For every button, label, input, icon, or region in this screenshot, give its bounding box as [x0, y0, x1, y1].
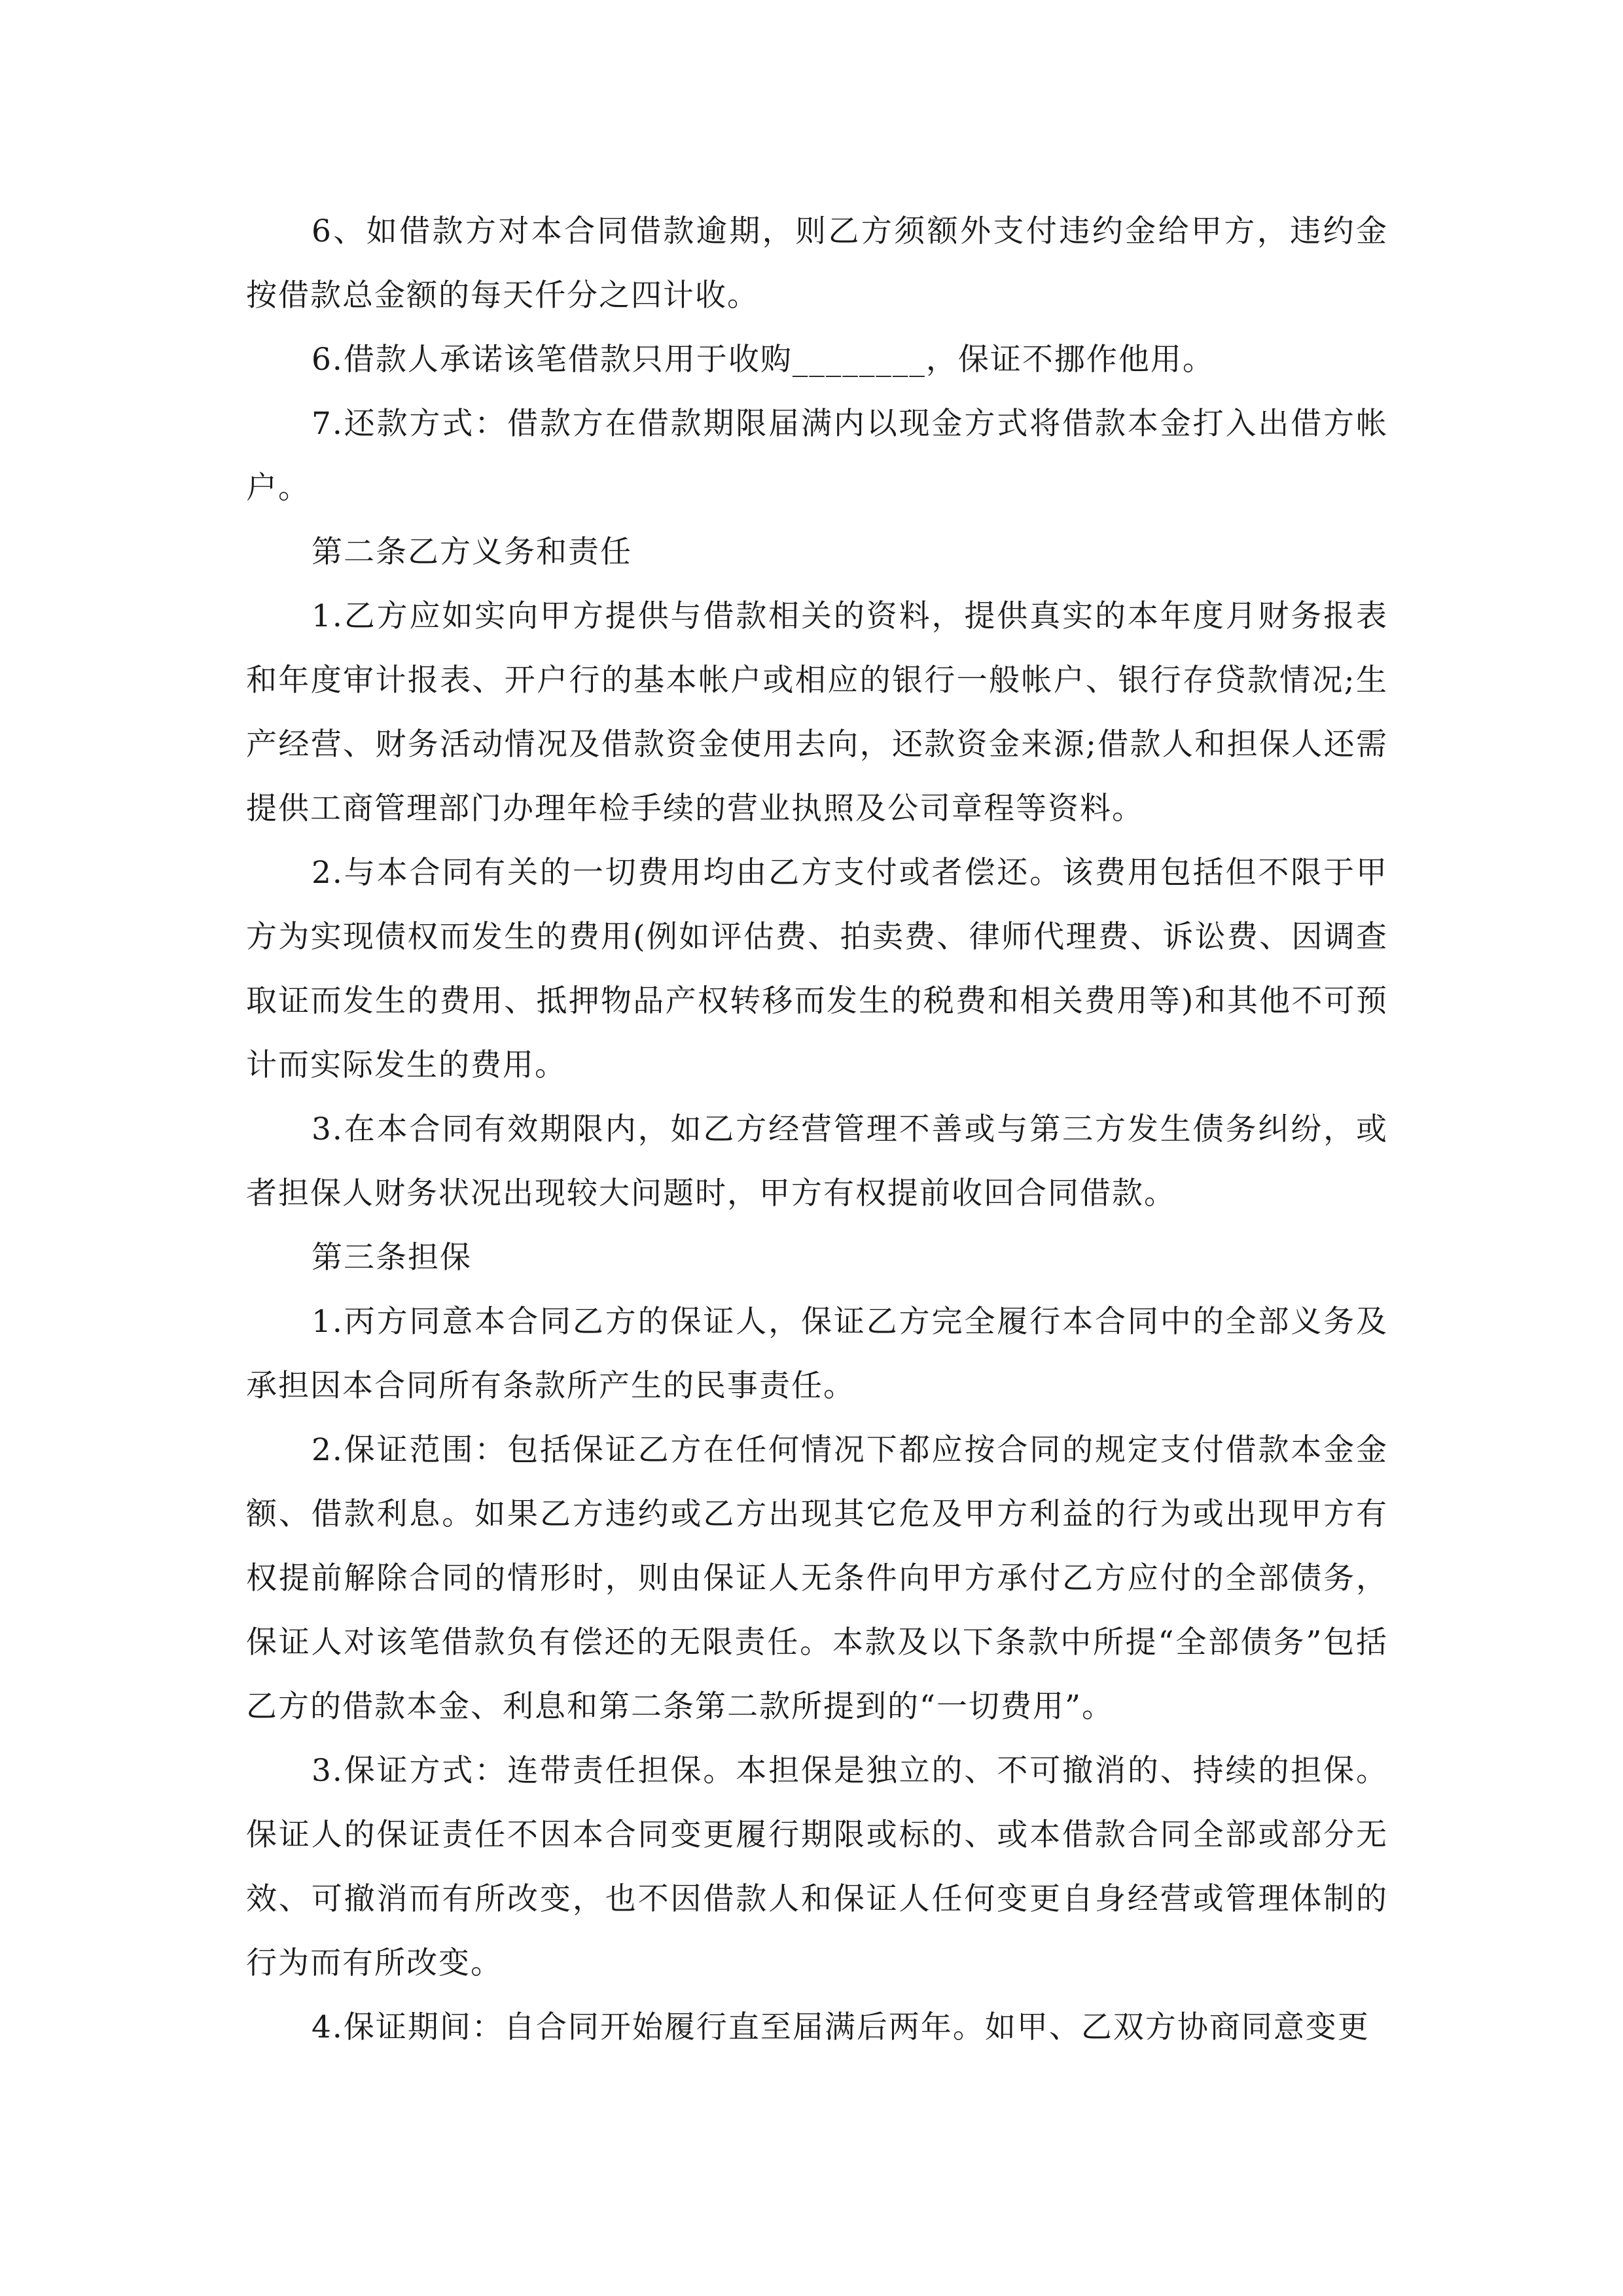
article-2-item-2: 2.与本合同有关的一切费用均由乙方支付或者偿还。该费用包括但不限于甲方为实现债权而发生的费用(例如评估费、拍卖费、律师代理费、诉讼费、因调查取证而发生的费用、抵押物品产权转移而发生的税费和相关费用等)和其他不可预计而实际发生的费用。 [246, 855, 1388, 1083]
article-3-item-1: 1.丙方同意本合同乙方的保证人，保证乙方完全履行本合同中的全部义务及承担因本合同所有条款所产生的民事责任。 [246, 1304, 1388, 1404]
clause-6-overdue-penalty: 6、如借款方对本合同借款逾期，则乙方须额外支付违约金给甲方，违约金按借款总金额的每天仟分之四计收。 [246, 213, 1388, 314]
section-heading-article-2: 第二条乙方义务和责任 [312, 534, 632, 570]
document-body [246, 200, 1388, 2060]
clause-7-repayment-method: 7.还款方式：借款方在借款期限届满内以现金方式将借款本金打入出借方帐户。 [246, 406, 1388, 506]
article-2-item-1: 1.乙方应如实向甲方提供与借款相关的资料，提供真实的本年度月财务报表和年度审计报表、开户行的基本帐户或相应的银行一般帐户、银行存贷款情况;生产经营、财务活动情况及借款资金使用去向，还款资金来源;借款人和担保人还需提供工商管理部门办理年检手续的营业执照及公司章程等资料。 [246, 598, 1388, 827]
section-heading-article-3: 第三条担保 [312, 1240, 472, 1276]
article-3-item-3: 3.保证方式：连带责任担保。本担保是独立的、不可撤消的、持续的担保。保证人的保证责任不因本合同变更履行期限或标的、或本借款合同全部或部分无效、可撤消而有所改变，也不因借款人和保证人任何变更自身经营或管理体制的行为而有所改变。 [246, 1753, 1388, 1981]
article-2-item-3: 3.在本合同有效期限内，如乙方经营管理不善或与第三方发生债务纠纷，或者担保人财务状况出现较大问题时，甲方有权提前收回合同借款。 [246, 1111, 1388, 1211]
clause-6-loan-purpose: 6.借款人承诺该笔借款只用于收购________，保证不挪作他用。 [312, 342, 1215, 378]
article-3-item-4: 4.保证期间：自合同开始履行直至届满后两年。如甲、乙双方协商同意变更 [312, 2009, 1370, 2045]
article-3-item-2: 2.保证范围：包括保证乙方在任何情况下都应按合同的规定支付借款本金金额、借款利息。如果乙方违约或乙方出现其它危及甲方利益的行为或出现甲方有权提前解除合同的情形时，则由保证人无条件向甲方承付乙方应付的全部债务，保证人对该笔借款负有偿还的无限责任。本款及以下条款中所提“全部债务”包括乙方的借款本金、利息和第二条第二款所提到的“一切费用”。 [246, 1432, 1388, 1725]
